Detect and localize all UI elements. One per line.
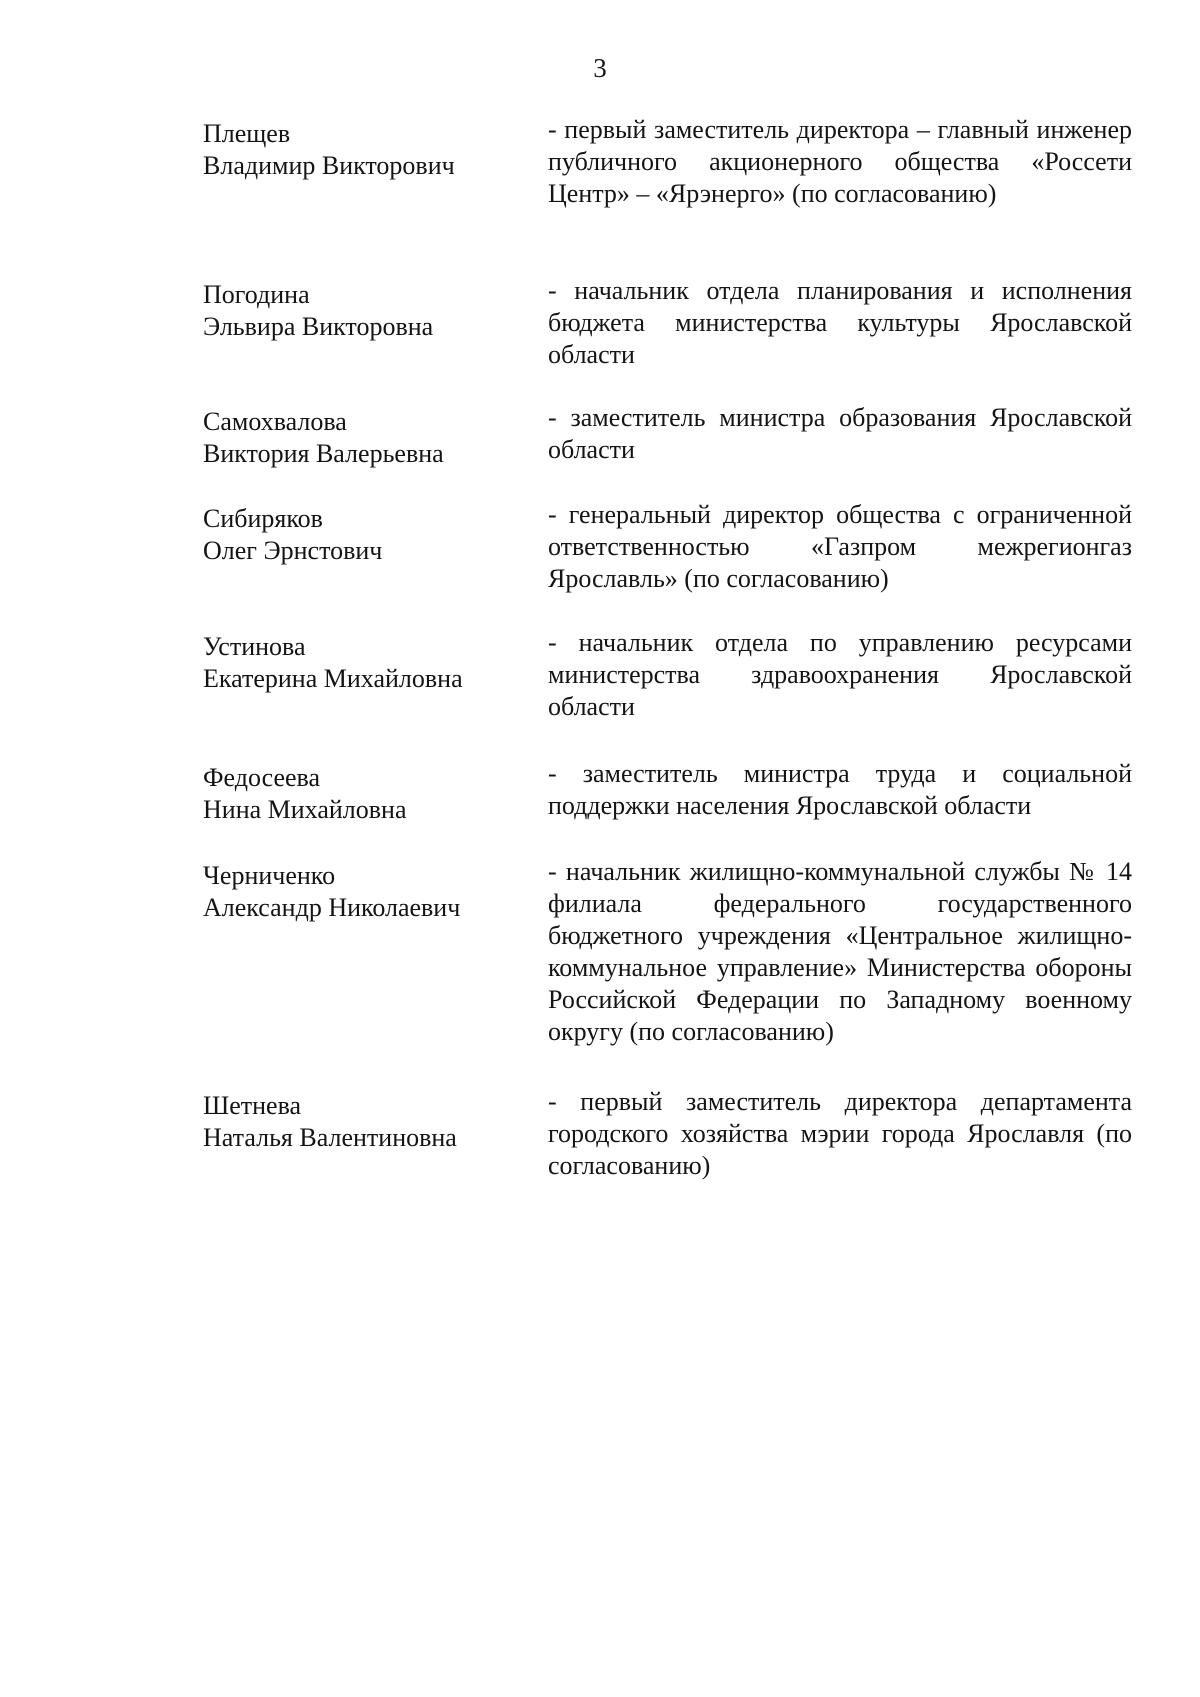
member-position: - первый заместитель директора департамента городского хозяйства мэрии города Ярославля (по согласованию) bbox=[548, 1087, 1132, 1180]
member-name bbox=[203, 762, 533, 826]
member-name bbox=[203, 1090, 533, 1154]
member-name bbox=[203, 631, 533, 695]
member-surname: Черниченко bbox=[203, 861, 336, 890]
member-position: - первый заместитель директора – главный инженер публичного акционерного общества «Россети Центр» – «Ярэнерго» (по согласованию) bbox=[548, 115, 1132, 208]
member-name bbox=[203, 279, 533, 343]
member-position: - начальник отдела планирования и исполнения бюджета министерства культуры Ярославской области bbox=[548, 276, 1132, 369]
member-given-names: Владимир Викторович bbox=[203, 151, 455, 180]
member-given-names: Эльвира Викторовна bbox=[203, 312, 434, 341]
member-position: - начальник жилищно-коммунальной службы № 14 филиала федерального государственного бюджетного учреждения «Центральное жилищно-коммунальное управление» Министерства обороны Российской Федерации по Западному военному округу (по согласованию) bbox=[548, 857, 1132, 1046]
member-position: - заместитель министра образования Ярославской области bbox=[548, 403, 1132, 464]
member-name bbox=[203, 503, 533, 567]
member-given-names: Нина Михайловна bbox=[203, 795, 407, 824]
member-surname: Шетнева bbox=[203, 1091, 302, 1120]
member-position: - генеральный директор общества с ограниченной ответственностью «Газпром межрегионгаз Ярославль» (по согласованию) bbox=[548, 500, 1132, 593]
member-surname: Устинова bbox=[203, 632, 306, 661]
member-surname: Плещев bbox=[203, 119, 291, 148]
page-number: 3 bbox=[593, 53, 607, 83]
member-name bbox=[203, 406, 533, 470]
member-position: - начальник отдела по управлению ресурсами министерства здравоохранения Ярославской области bbox=[548, 628, 1132, 721]
member-surname: Федосеева bbox=[203, 763, 321, 792]
member-name bbox=[203, 118, 533, 182]
member-given-names: Наталья Валентиновна bbox=[203, 1123, 457, 1152]
member-surname: Самохвалова bbox=[203, 407, 347, 436]
member-surname: Погодина bbox=[203, 280, 310, 309]
member-surname: Сибиряков bbox=[203, 504, 323, 533]
member-given-names: Виктория Валерьевна bbox=[203, 439, 444, 468]
member-given-names: Александр Николаевич bbox=[203, 893, 461, 922]
member-given-names: Екатерина Михайловна bbox=[203, 664, 463, 693]
member-given-names: Олег Эрнстович bbox=[203, 536, 383, 565]
member-name bbox=[203, 860, 533, 924]
member-position: - заместитель министра труда и социальной поддержки населения Ярославской области bbox=[548, 759, 1132, 820]
